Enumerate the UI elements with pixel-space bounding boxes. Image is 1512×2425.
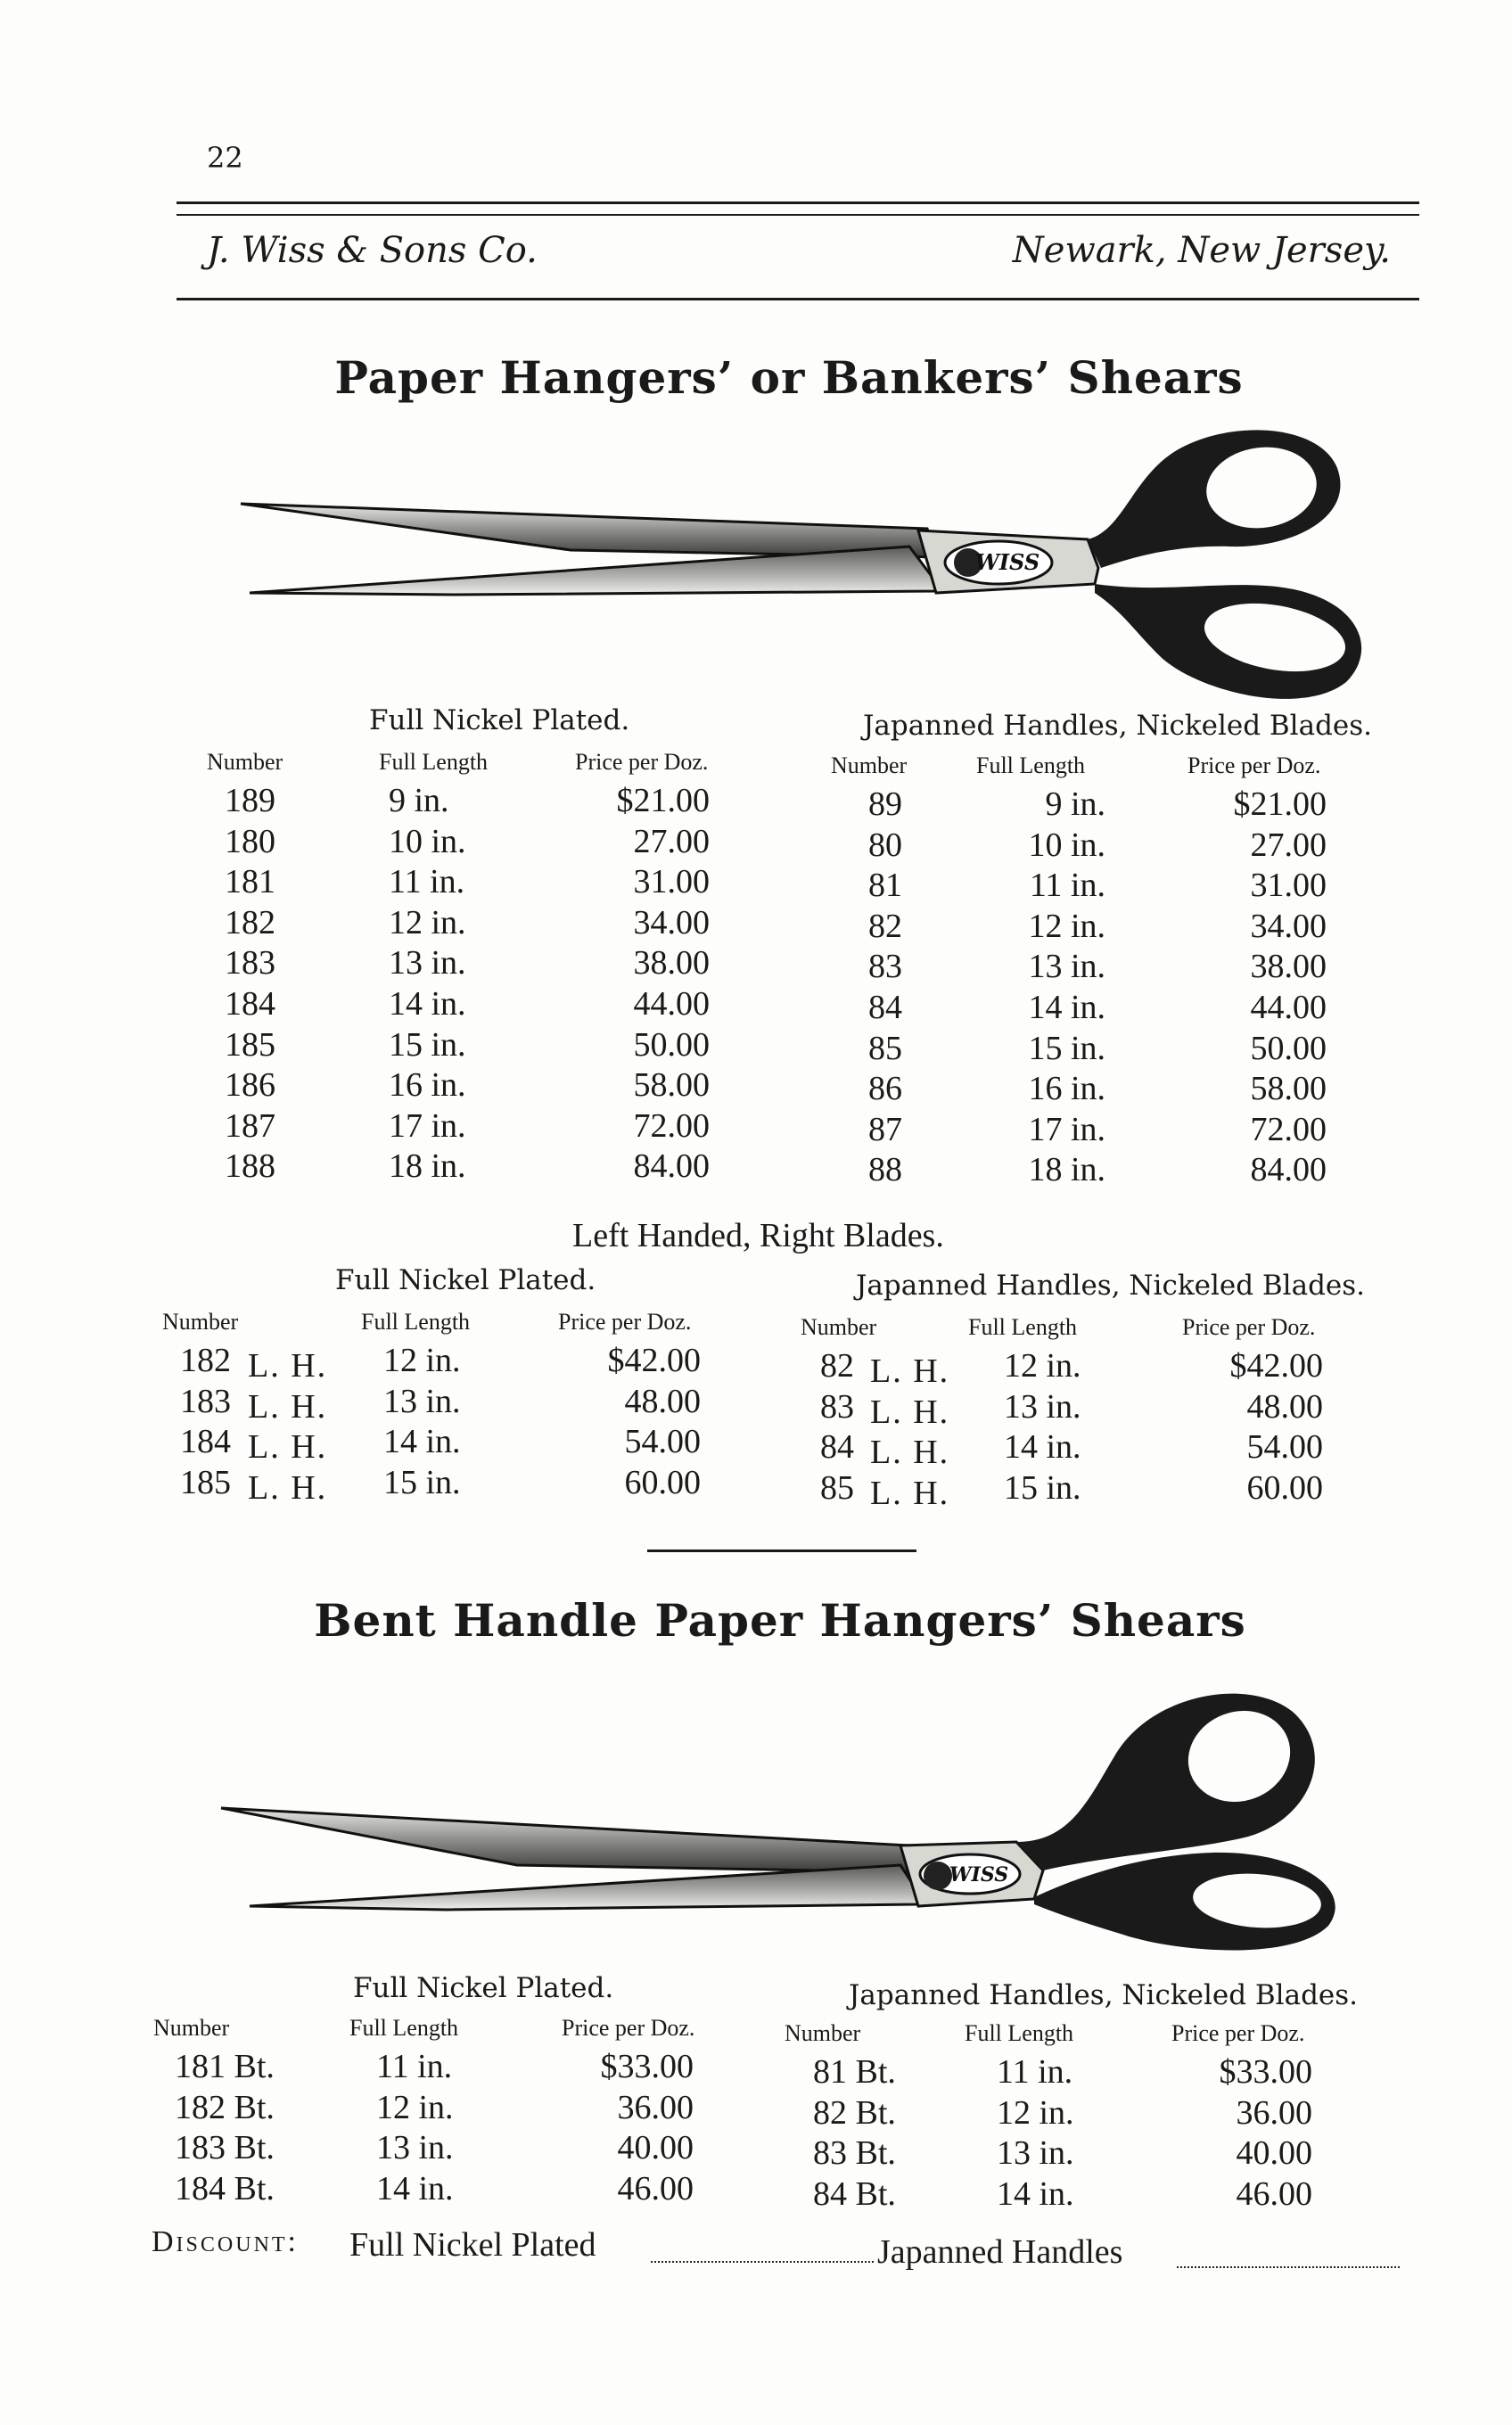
column-header: Full Length xyxy=(379,749,489,775)
item-length: 14 in. xyxy=(376,2169,454,2207)
item-number: 188 xyxy=(225,1147,275,1186)
item-price: $21.00 xyxy=(616,782,710,819)
company-name: J. Wiss & Sons Co. xyxy=(207,230,538,271)
item-length: 13 in. xyxy=(1028,948,1105,986)
item-length: 12 in. xyxy=(389,903,466,941)
item-number: 180 xyxy=(225,822,275,860)
item-hand: L. H. xyxy=(248,1428,328,1467)
subtitle-full-nickel-plated: Full Nickel Plated. xyxy=(369,704,630,736)
shears-illustration-bent xyxy=(214,1667,1355,1961)
item-number: 82 xyxy=(820,1347,854,1385)
item-length: 9 in. xyxy=(389,782,449,819)
item-number: 184 xyxy=(225,985,275,1023)
table-row xyxy=(829,866,1382,907)
item-price: 38.00 xyxy=(1250,948,1327,986)
item-price: 54.00 xyxy=(1246,1428,1323,1467)
item-price: 60.00 xyxy=(624,1463,701,1501)
table-row xyxy=(829,988,1382,1029)
item-number: 182 xyxy=(225,903,275,941)
item-number: 80 xyxy=(868,826,902,864)
table-row xyxy=(205,862,758,903)
item-number: 183 xyxy=(180,1382,231,1420)
item-hand: L. H. xyxy=(248,1468,328,1507)
column-header: Price per Doz. xyxy=(558,1309,692,1335)
discount-label: Discount: xyxy=(152,2225,300,2258)
company-location: Newark, New Jersey. xyxy=(1012,230,1391,271)
table-row xyxy=(205,1025,758,1066)
item-hand: L. H. xyxy=(870,1352,950,1390)
item-number: 87 xyxy=(868,1110,902,1148)
item-number: 81 xyxy=(868,867,902,905)
table-row xyxy=(799,1468,1387,1512)
item-length: 11 in. xyxy=(1029,867,1105,905)
table-row xyxy=(205,822,758,863)
table-row xyxy=(829,907,1382,948)
item-hand: L. H. xyxy=(248,1387,328,1426)
table-row xyxy=(783,2174,1380,2215)
section-title-bankers-shears: Paper Hangers’ or Bankers’ Shears xyxy=(334,351,1244,404)
table-row xyxy=(160,1382,749,1426)
column-header: Number xyxy=(207,749,284,775)
table-row xyxy=(160,1341,749,1385)
item-price: 40.00 xyxy=(1236,2134,1312,2173)
column-header: Price per Doz. xyxy=(562,2015,695,2041)
table-row xyxy=(205,903,758,944)
item-price: $33.00 xyxy=(600,2048,694,2085)
item-number: 183 xyxy=(225,944,275,982)
item-hand: L. H. xyxy=(870,1434,950,1472)
column-header: Full Length xyxy=(976,752,1086,778)
item-number: 81 Bt. xyxy=(813,2053,896,2091)
item-length: 12 in. xyxy=(383,1342,461,1379)
table-row xyxy=(152,2088,749,2129)
section-title-bent-handle-shears: Bent Handle Paper Hangers’ Shears xyxy=(314,1594,1246,1647)
table-row xyxy=(205,1106,758,1147)
price-table-bt-japanned xyxy=(783,2020,1380,2225)
item-number: 182 xyxy=(180,1342,231,1379)
item-length: 15 in. xyxy=(1004,1468,1081,1507)
column-header: Full Length xyxy=(968,1314,1078,1340)
item-length: 16 in. xyxy=(389,1066,466,1105)
discount-nickel-blank xyxy=(651,2261,874,2263)
item-length: 16 in. xyxy=(1028,1070,1105,1108)
item-price: 48.00 xyxy=(624,1382,701,1420)
column-header: Price per Doz. xyxy=(1182,1314,1316,1340)
item-price: 40.00 xyxy=(617,2129,694,2167)
table-row xyxy=(829,826,1382,867)
item-price: 27.00 xyxy=(633,822,710,860)
item-number: 83 xyxy=(868,948,902,986)
table-row xyxy=(829,947,1382,988)
item-number: 187 xyxy=(225,1106,275,1145)
table-row xyxy=(799,1427,1387,1472)
section-divider xyxy=(647,1550,916,1552)
header-rule-top xyxy=(177,201,1419,204)
svg-text:WISS: WISS xyxy=(974,549,1040,575)
item-number: 84 Bt. xyxy=(813,2174,896,2213)
item-price: 44.00 xyxy=(1250,989,1327,1026)
shears-illustration-straight xyxy=(232,415,1373,709)
subtitle-bt-full-nickel-plated: Full Nickel Plated. xyxy=(353,1972,614,2004)
item-number: 89 xyxy=(868,785,902,823)
item-length: 12 in. xyxy=(1004,1347,1081,1385)
subtitle-bt-japanned-handles: Japanned Handles, Nickeled Blades. xyxy=(849,1979,1359,2011)
item-length: 17 in. xyxy=(389,1106,466,1145)
column-header: Full Length xyxy=(349,2015,459,2041)
item-number: 85 xyxy=(868,1029,902,1067)
item-number: 84 xyxy=(868,989,902,1026)
item-length: 12 in. xyxy=(1028,907,1105,945)
item-length: 18 in. xyxy=(389,1147,466,1186)
item-hand: L. H. xyxy=(248,1347,328,1385)
item-price: $42.00 xyxy=(607,1342,701,1379)
item-number: 84 xyxy=(820,1428,854,1467)
discount-japanned-blank xyxy=(1177,2266,1400,2268)
table-row xyxy=(783,2093,1380,2134)
item-number: 186 xyxy=(225,1066,275,1105)
item-price: 84.00 xyxy=(1250,1151,1327,1189)
table-row xyxy=(160,1463,749,1507)
item-length: 12 in. xyxy=(376,2088,454,2126)
column-header: Number xyxy=(162,1309,239,1335)
item-number: 185 xyxy=(180,1463,231,1501)
item-price: $33.00 xyxy=(1219,2053,1312,2091)
item-price: 34.00 xyxy=(1250,907,1327,945)
bent-upper-blade xyxy=(221,1808,918,1872)
item-number: 189 xyxy=(225,782,275,819)
item-length: 15 in. xyxy=(383,1463,461,1501)
item-length: 14 in. xyxy=(389,985,466,1023)
item-number: 82 Bt. xyxy=(813,2093,896,2132)
column-header: Number xyxy=(785,2020,861,2046)
item-length: 14 in. xyxy=(1028,989,1105,1026)
item-price: $21.00 xyxy=(1233,785,1327,823)
table-row xyxy=(152,2047,749,2088)
column-header: Price per Doz. xyxy=(1187,752,1321,778)
item-length: 10 in. xyxy=(389,822,466,860)
table-row xyxy=(205,943,758,984)
column-header: Price per Doz. xyxy=(1171,2020,1305,2046)
item-length: 11 in. xyxy=(389,863,465,901)
item-number: 184 Bt. xyxy=(175,2169,275,2207)
item-number: 182 Bt. xyxy=(175,2088,275,2126)
table-row xyxy=(152,2169,749,2210)
item-number: 85 xyxy=(820,1468,854,1507)
item-length: 10 in. xyxy=(1028,826,1105,864)
table-row xyxy=(160,1422,749,1467)
column-header: Full Length xyxy=(361,1309,471,1335)
item-price: 31.00 xyxy=(1250,867,1327,905)
table-row xyxy=(829,1069,1382,1110)
item-price: 44.00 xyxy=(633,985,710,1023)
price-table-nickel xyxy=(205,749,758,1195)
item-length: 15 in. xyxy=(1028,1029,1105,1067)
table-row xyxy=(205,1065,758,1106)
item-price: 72.00 xyxy=(633,1106,710,1145)
price-table-lh-nickel xyxy=(160,1309,749,1514)
bent-lower-blade xyxy=(250,1865,920,1910)
table-row xyxy=(205,1147,758,1188)
item-price: 58.00 xyxy=(1250,1070,1327,1108)
item-length: 15 in. xyxy=(389,1025,466,1064)
item-length: 13 in. xyxy=(383,1382,461,1420)
subtitle-lh-japanned-handles: Japanned Handles, Nickeled Blades. xyxy=(856,1270,1366,1302)
table-row xyxy=(799,1346,1387,1390)
discount-nickel-label: Full Nickel Plated xyxy=(349,2226,596,2264)
item-length: 14 in. xyxy=(1004,1428,1081,1467)
section-heading-left-handed: Left Handed, Right Blades. xyxy=(572,1217,944,1254)
price-table-bt-nickel xyxy=(152,2015,749,2220)
item-length: 13 in. xyxy=(1004,1387,1081,1426)
table-row xyxy=(799,1387,1387,1431)
item-price: 46.00 xyxy=(617,2169,694,2207)
item-price: 27.00 xyxy=(1250,826,1327,864)
item-price: 50.00 xyxy=(633,1025,710,1064)
item-price: 50.00 xyxy=(1250,1029,1327,1067)
column-header: Full Length xyxy=(965,2020,1074,2046)
item-price: 48.00 xyxy=(1246,1387,1323,1426)
item-number: 83 Bt. xyxy=(813,2134,896,2173)
item-price: 46.00 xyxy=(1236,2174,1312,2213)
header-rule-second xyxy=(177,214,1419,216)
column-header: Number xyxy=(153,2015,230,2041)
svg-text:WISS: WISS xyxy=(949,1863,1009,1887)
price-table-lh-japanned xyxy=(799,1314,1387,1519)
item-number: 82 xyxy=(868,907,902,945)
discount-japanned-label: Japanned Handles xyxy=(877,2233,1123,2271)
lower-blade xyxy=(250,547,936,595)
item-length: 18 in. xyxy=(1028,1151,1105,1189)
table-row xyxy=(829,1029,1382,1070)
discount-line xyxy=(152,2225,1400,2270)
item-length: 14 in. xyxy=(383,1423,461,1461)
item-price: 58.00 xyxy=(633,1066,710,1105)
table-row xyxy=(829,1150,1382,1191)
item-price: 34.00 xyxy=(633,903,710,941)
item-length: 13 in. xyxy=(389,944,466,982)
subtitle-lh-full-nickel-plated: Full Nickel Plated. xyxy=(335,1264,596,1296)
item-length: 11 in. xyxy=(376,2048,453,2085)
item-length: 12 in. xyxy=(997,2093,1074,2132)
item-length: 14 in. xyxy=(997,2174,1074,2213)
item-hand: L. H. xyxy=(870,1393,950,1431)
item-number: 185 xyxy=(225,1025,275,1064)
item-price: 60.00 xyxy=(1246,1468,1323,1507)
table-row xyxy=(152,2128,749,2169)
column-header: Price per Doz. xyxy=(575,749,709,775)
header-rule-bottom xyxy=(177,298,1419,300)
item-price: 72.00 xyxy=(1250,1110,1327,1148)
item-number: 181 xyxy=(225,863,275,901)
table-row xyxy=(205,781,758,822)
item-length: 13 in. xyxy=(997,2134,1074,2173)
upper-blade xyxy=(241,504,938,557)
item-number: 184 xyxy=(180,1423,231,1461)
subtitle-japanned-handles: Japanned Handles, Nickeled Blades. xyxy=(863,710,1373,742)
item-price: 31.00 xyxy=(633,863,710,901)
item-length: 9 in. xyxy=(1045,785,1105,823)
column-header: Number xyxy=(801,1314,877,1340)
item-number: 86 xyxy=(868,1070,902,1108)
item-number: 88 xyxy=(868,1151,902,1189)
table-row xyxy=(829,1110,1382,1151)
table-row xyxy=(783,2133,1380,2174)
item-length: 11 in. xyxy=(997,2053,1073,2091)
table-row xyxy=(829,785,1382,826)
item-length: 17 in. xyxy=(1028,1110,1105,1148)
page-number: 22 xyxy=(207,141,243,175)
column-header: Number xyxy=(831,752,908,778)
item-number: 181 Bt. xyxy=(175,2048,275,2085)
item-length: 13 in. xyxy=(376,2129,454,2167)
item-price: 36.00 xyxy=(617,2088,694,2126)
item-price: $42.00 xyxy=(1229,1347,1323,1385)
item-price: 38.00 xyxy=(633,944,710,982)
table-row xyxy=(205,984,758,1025)
item-hand: L. H. xyxy=(870,1474,950,1512)
item-number: 83 xyxy=(820,1387,854,1426)
table-row xyxy=(783,2052,1380,2093)
item-price: 36.00 xyxy=(1236,2093,1312,2132)
item-price: 84.00 xyxy=(633,1147,710,1186)
item-price: 54.00 xyxy=(624,1423,701,1461)
price-table-japanned xyxy=(829,752,1382,1198)
item-number: 183 Bt. xyxy=(175,2129,275,2167)
